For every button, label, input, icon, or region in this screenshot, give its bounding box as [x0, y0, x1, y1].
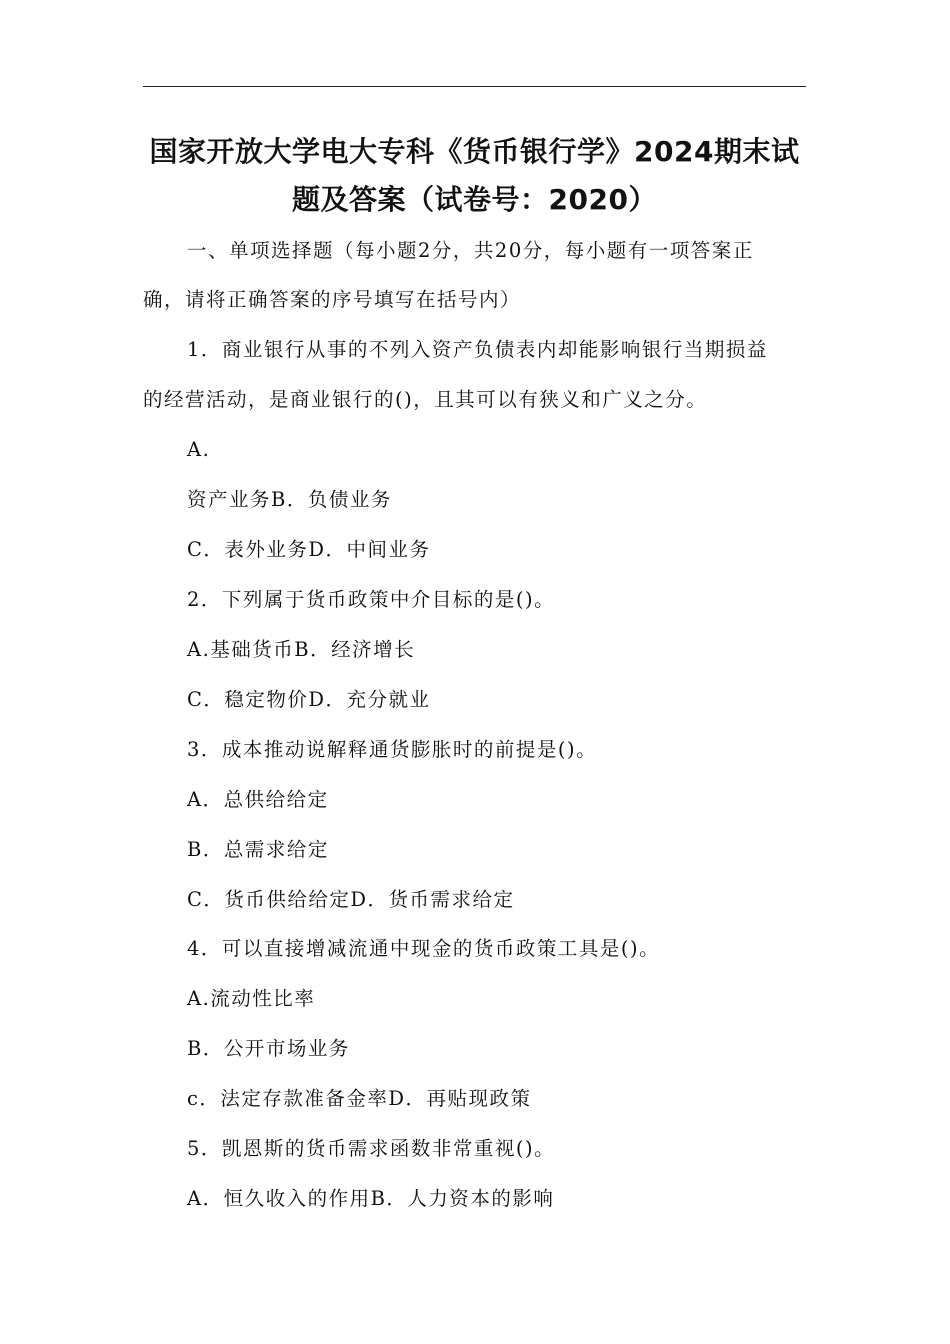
question-3-text: 3．成本推动说解释通货膨胀时的前提是()。	[187, 738, 598, 761]
question-4-option-a: A.流动性比率	[187, 987, 316, 1010]
section-heading-line-1: 一、单项选择题（每小题2分，共20分，每小题有一项答案正	[187, 239, 754, 262]
question-4-text: 4．可以直接增减流通中现金的货币政策工具是()。	[187, 937, 661, 960]
question-3-option-a: A．总供给给定	[187, 788, 329, 811]
title-line-1: 国家开放大学电大专科《货币银行学》2024期末试	[149, 135, 800, 168]
question-5-options-ab: A．恒久收入的作用B．人力资本的影响	[187, 1187, 555, 1210]
question-1-options-ab: 资产业务B．负债业务	[187, 488, 392, 511]
question-3-options-cd: C．货币供给给定D．货币需求给定	[187, 888, 515, 911]
question-2-text: 2．下列属于货币政策中介目标的是()。	[187, 588, 556, 611]
question-1-line-2: 的经营活动，是商业银行的()，且其可以有狭义和广义之分。	[143, 388, 708, 411]
document-title	[143, 128, 806, 224]
question-2-options-cd: C．稳定物价D．充分就业	[187, 688, 431, 711]
question-5-text: 5．凯恩斯的货币需求函数非常重视()。	[187, 1137, 556, 1160]
question-1-line-1: 1．商业银行从事的不列入资产负债表内却能影响银行当期损益	[187, 338, 768, 361]
question-4-option-b: B．公开市场业务	[187, 1037, 350, 1060]
header-rule	[143, 86, 806, 87]
section-heading-line-2: 确，请将正确答案的序号填写在括号内）	[143, 288, 522, 311]
title-line-2: 题及答案（试卷号：2020）	[292, 183, 657, 216]
question-1-options-cd: C．表外业务D．中间业务	[187, 538, 431, 561]
question-1-option-label: A.	[187, 438, 211, 461]
question-4-options-cd: c．法定存款准备金率D．再贴现政策	[187, 1087, 532, 1110]
question-2-options-ab: A.基础货币B．经济增长	[187, 638, 416, 661]
question-3-option-b: B．总需求给定	[187, 838, 329, 861]
